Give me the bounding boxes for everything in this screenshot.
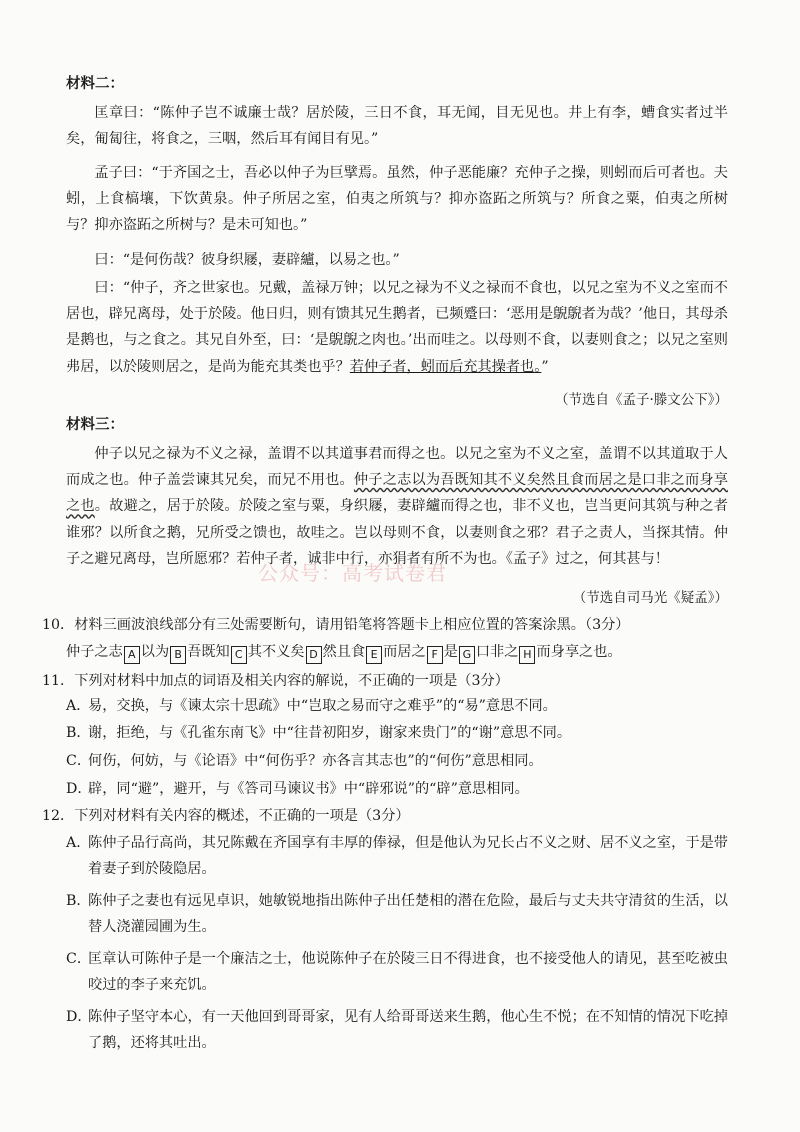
answer-box-f[interactable]: F bbox=[427, 646, 443, 664]
option-text: 何伤，何妨，与《论语》中“何伤乎？亦各言其志也”的“何伤”意思相同。 bbox=[88, 753, 543, 770]
text-line: 曰：“仲子，齐之世家也。兄戴，盖禄万钟；以兄之禄为不义之禄而不食也，以兄之室为不义之室而不居也， bbox=[66, 280, 728, 323]
text-line: 仲子者，诚非中行，亦狷者有所不为也。《孟子》过之，何其甚与！ bbox=[250, 550, 669, 567]
option-label: D． bbox=[66, 781, 92, 797]
option-text: 谢，拒绝，与《孔雀东南飞》中“往昔初阳岁，谢家来贵门”的“谢”意思不同。 bbox=[88, 725, 572, 742]
answer-box-e[interactable]: E bbox=[366, 646, 382, 664]
text-line: 上食槁壤，下饮黄泉。仲子所居之室，伯夷之所筑与？抑亦盗跖之所筑与？所食之粟，伯夷之所树与？抑亦盗跖 bbox=[66, 191, 728, 234]
option-label: D． bbox=[66, 1009, 92, 1025]
answer-box-h[interactable]: H bbox=[519, 646, 535, 664]
text-line: 仲子以兄之禄为不义之禄，盖谓不以其道事君而得之也。以兄之室为不义之室，盖谓不以其道取于人而成之 bbox=[66, 446, 728, 489]
option-label: B． bbox=[66, 725, 91, 741]
option-text: 匡章认可陈仲子是一个廉洁之士，他说陈仲子在於陵三日不得进食，也不接受他人的请见，甚至吃被虫咬过的李子来充饥。 bbox=[88, 951, 728, 994]
text-line: 匐往，将食之，三咽，然后耳有闻目有见。” bbox=[108, 131, 379, 148]
text-line: 则居之，是尚为能充其类也乎？ bbox=[151, 358, 350, 375]
option-text: 辟，同“避”，避开，与《答司马谏议书》中“辟邪说”的“辟”意思相同。 bbox=[88, 781, 529, 798]
material2-paragraph-2 bbox=[66, 160, 728, 239]
text-line: ” bbox=[541, 358, 549, 375]
answer-box-g[interactable]: G bbox=[459, 646, 475, 664]
text-line: 所受之馈也，故哇之。岂以母则不食，以妻则食之邪？君子之责人，当探其情。仲子之避兄离母，岂所愿邪？若 bbox=[66, 524, 728, 567]
question-11-option-a[interactable] bbox=[66, 693, 728, 719]
answer-box-d[interactable]: D bbox=[306, 646, 322, 664]
material2-paragraph-1 bbox=[66, 100, 728, 152]
material2-paragraph-3 bbox=[66, 247, 728, 273]
material2-heading: 材料二： bbox=[66, 75, 124, 92]
question-11-option-d[interactable] bbox=[66, 776, 728, 802]
question-12-option-b[interactable] bbox=[66, 888, 728, 940]
option-label: A． bbox=[66, 835, 91, 851]
text-line: 与之食之。其兄自外至，曰：‘是鶃鶃之肉也。’出而哇之。以母则不食，以妻则食之；以兄之室则弗居，以於陵 bbox=[66, 332, 728, 375]
material2-paragraph-4 bbox=[66, 275, 728, 380]
option-label: A． bbox=[66, 698, 91, 714]
material2-source: （节选自《孟子·滕文公下》） bbox=[554, 392, 728, 408]
wavy-underlined-sentence: 仲子之志以为吾既知其不义矣然且食而居之是口非之而身享之也 bbox=[66, 472, 728, 515]
text-line: 。故避之， bbox=[94, 498, 167, 515]
question-10-segments bbox=[66, 641, 622, 664]
answer-box-c[interactable]: C bbox=[231, 646, 247, 664]
text-line: 孟子曰：“于齐国之士，吾必以仲子为巨擘焉。虽然，仲子恶能廉？充仲子之操，则蚓而后可者也。夫蚓， bbox=[66, 165, 728, 208]
option-text: 陈仲子坚守本心，有一天他回到哥哥家，见有人给哥哥送来生鹅，他心生不悦；在不知情的情况下吃掉了鹅，还将其吐出。 bbox=[88, 1009, 728, 1052]
material3-heading: 材料三： bbox=[66, 416, 124, 433]
text-line: 居于於陵。於陵之室与粟，身织屦，妻辟纑而得之也，非不义也，岂当更问其筑与种之者谁邪？以所食之鹅，兄 bbox=[66, 498, 728, 541]
question-12-option-a[interactable] bbox=[66, 830, 728, 882]
option-label: C． bbox=[66, 753, 92, 769]
question-11-option-c[interactable] bbox=[66, 748, 728, 774]
question-12-option-d[interactable] bbox=[66, 1004, 728, 1056]
question-10-stem: 10．材料三画波浪线部分有三处需要断句，请用铅笔将答题卡上相应位置的答案涂黑。（3分） bbox=[42, 617, 630, 633]
segment: 其不义矣 bbox=[247, 644, 305, 660]
text-line: 辟兄离母，处于於陵。他日归，则有馈其兄生鹅者，已频蹙曰：‘恶用是鶃鶃者为哉？’他日，其母杀是鹅也， bbox=[66, 306, 728, 349]
question-11-stem: 11．下列对材料中加点的词语及相关内容的解说，不正确的一项是（3分） bbox=[42, 673, 509, 689]
option-label: B． bbox=[66, 893, 91, 909]
material3-source: （节选自司马光《疑孟》） bbox=[572, 590, 728, 606]
text-line: 匡章曰：“陈仲子岂不诚廉士哉？居於陵，三日不食，耳无闻，目无见也。井上有李，螬食实者过半矣，匍 bbox=[66, 105, 728, 148]
option-text: 陈仲子品行高尚，其兄陈戴在齐国享有丰厚的俸禄，但是他认为兄长占不义之财、居不义之室，于是带着妻子到於陵隐居。 bbox=[88, 835, 728, 878]
segment: 以为 bbox=[140, 644, 170, 660]
question-12-stem: 12．下列对材料有关内容的概述，不正确的一项是（3分） bbox=[42, 808, 410, 824]
material3-paragraph bbox=[66, 441, 728, 572]
answer-box-a[interactable]: A bbox=[124, 646, 140, 664]
text-line: 之所树与？是未可知也。” bbox=[151, 217, 308, 234]
segment: 是 bbox=[443, 644, 458, 660]
text-line: 曰：“是何伤哉？彼身织屦，妻辟纑，以易之也。” bbox=[94, 252, 400, 268]
segment: 而居之 bbox=[383, 644, 426, 660]
option-label: C． bbox=[66, 951, 92, 967]
segment: 仲子之志 bbox=[66, 644, 123, 660]
watermark: 公众号：高考试卷君 bbox=[258, 561, 447, 585]
option-text: 易，交换，与《谏太宗十思疏》中“岂取之易而守之难乎”的“易”意思不同。 bbox=[88, 698, 557, 715]
segment: 然且食 bbox=[322, 644, 366, 660]
segment: 口非之 bbox=[475, 644, 519, 660]
answer-box-b[interactable]: B bbox=[170, 646, 186, 664]
option-text: 陈仲子之妻也有远见卓识，她敏锐地指出陈仲子出任楚相的潜在危险，最后与丈夫共守清贫的生活，以替人浇灌园圃为生。 bbox=[88, 893, 728, 936]
segment: 吾既知 bbox=[187, 644, 230, 660]
segment: 而身享之也。 bbox=[536, 644, 622, 660]
question-12-option-c[interactable] bbox=[66, 946, 728, 998]
text-line: 也。仲子盖尝谏其兄矣，而兄不用也。 bbox=[109, 472, 354, 489]
underlined-sentence: 若仲子者，蚓而后充其操者也。 bbox=[349, 358, 542, 375]
question-11-option-b[interactable] bbox=[66, 720, 728, 746]
